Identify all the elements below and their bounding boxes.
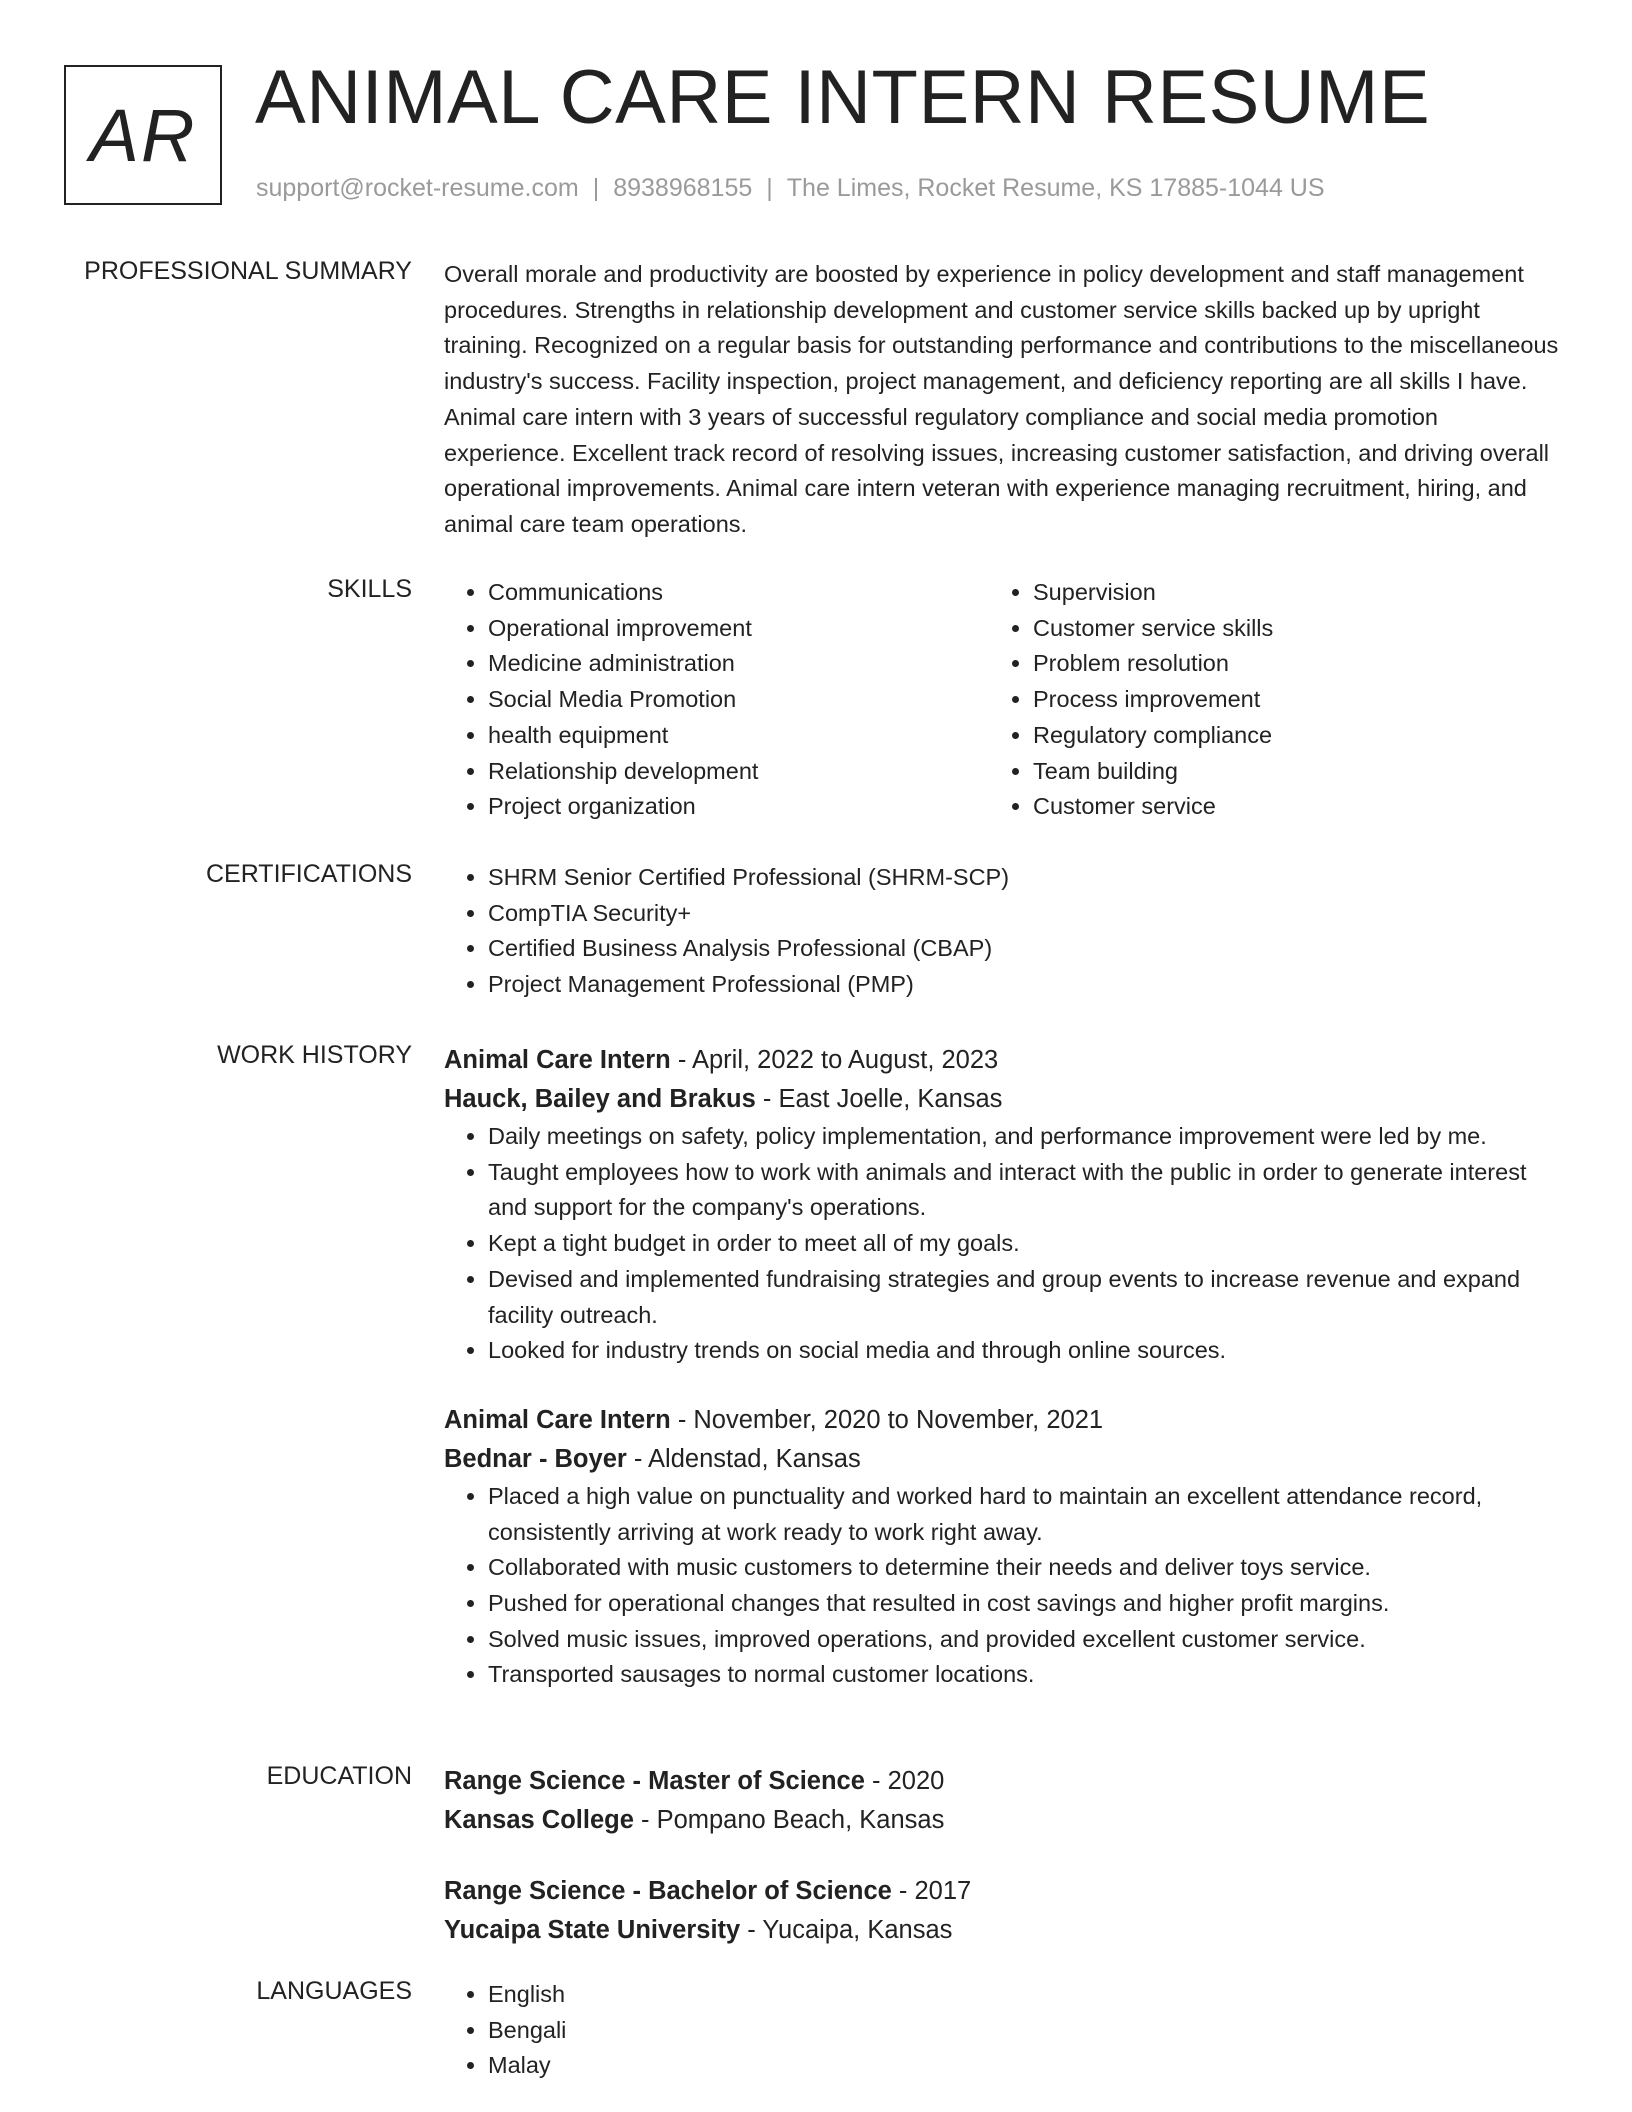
list-item: • Relationship development <box>488 754 989 790</box>
job-company: Hauck, Bailey and Brakus <box>444 1085 756 1113</box>
degree: Range Science - Master of Science <box>444 1767 865 1795</box>
list-item: • Solved music issues, improved operations, and provided excellent customer service. <box>488 1622 1559 1658</box>
school: Yucaipa State University <box>444 1916 741 1944</box>
job-bullets <box>444 1119 1559 1369</box>
job-company-line <box>444 1080 1559 1119</box>
list-item: • Project Management Professional (PMP) <box>488 967 1559 1003</box>
job-location: - Aldenstad, Kansas <box>626 1444 861 1473</box>
degree-line <box>444 1872 1559 1911</box>
school-line <box>444 1801 1559 1840</box>
list-item: • Placed a high value on punctuality and worked hard to maintain an excellent attendance record, consistently arriving at work ready to work right away. <box>488 1479 1559 1550</box>
list-item: • Process improvement <box>1033 682 1534 718</box>
list-item: • Transported sausages to normal customer locations. <box>488 1657 1559 1693</box>
list-item: • Customer service skills <box>1033 611 1534 647</box>
list-item: • Certified Business Analysis Professional (CBAP) <box>488 931 1559 967</box>
list-item: • Malay <box>488 2048 1559 2084</box>
list-item: • Pushed for operational changes that resulted in cost savings and higher profit margins. <box>488 1586 1559 1622</box>
education-entry <box>444 1872 1559 1950</box>
list-item: • Medicine administration <box>488 646 989 682</box>
school-location: - Pompano Beach, Kansas <box>633 1806 945 1834</box>
job-company: Bednar - Boyer <box>444 1444 627 1473</box>
list-item: • Kept a tight budget in order to meet all of my goals. <box>488 1226 1559 1262</box>
job-title: Animal Care Intern <box>444 1046 671 1074</box>
list-item: • Social Media Promotion <box>488 682 989 718</box>
skills-list-right <box>989 575 1534 825</box>
list-item: • Project organization <box>488 789 989 825</box>
summary-text: Overall morale and productivity are boosted by experience in policy development and staff management procedures. Strengths in relationship development and customer service skills backed up by upright training. Recognized on a regular basis for outstanding performance and contributions to the miscellaneous industry's success. Facility inspection, project management, and deficiency reporting are all skills I have. Animal care intern with 3 years of successful regulatory compliance and social media promotion experience. Excellent track record of resolving issues, increasing customer satisfaction, and driving overall operational improvements. Animal care intern veteran with experience managing recruitment, hiring, and animal care team operations. <box>444 261 1559 537</box>
resume-title: ANIMAL CARE INTERN RESUME <box>255 55 1431 140</box>
job-dates: - November, 2020 to November, 2021 <box>670 1405 1104 1434</box>
list-item: • Devised and implemented fundraising strategies and group events to increase revenue and expand facility outreach. <box>488 1262 1559 1333</box>
contact-email: support@rocket-resume.com <box>256 174 579 202</box>
list-item: • Problem resolution <box>1033 646 1534 682</box>
school: Kansas College <box>444 1806 634 1834</box>
job-location: - East Joelle, Kansas <box>755 1085 1003 1113</box>
section-label: LANGUAGES <box>256 1977 412 2005</box>
contact-separator: | <box>592 174 600 202</box>
contact-address: The Limes, Rocket Resume, KS 17885-1044 US <box>786 174 1325 202</box>
list-item: • English <box>488 1977 1559 2013</box>
job-title-line <box>444 1041 1559 1080</box>
job-entry <box>444 1041 1559 1369</box>
contact-line <box>256 174 1325 203</box>
degree-year: - 2017 <box>891 1877 972 1905</box>
section-label: CERTIFICATIONS <box>205 860 412 888</box>
education-body <box>444 1762 1559 1982</box>
list-item: • Operational improvement <box>488 611 989 647</box>
list-item: • Taught employees how to work with animals and interact with the public in order to generate interest and support for the company's operations. <box>488 1155 1559 1226</box>
certifications-body <box>444 860 1559 1003</box>
list-item: • Communications <box>488 575 989 611</box>
work-body <box>444 1041 1559 1725</box>
list-item: • Supervision <box>1033 575 1534 611</box>
degree-year: - 2020 <box>864 1767 945 1795</box>
list-item: • SHRM Senior Certified Professional (SHRM-SCP) <box>488 860 1559 896</box>
initials: AR <box>89 93 197 177</box>
school-location: - Yucaipa, Kansas <box>740 1916 953 1944</box>
list-item: • Regulatory compliance <box>1033 718 1534 754</box>
monogram-logo <box>64 65 222 205</box>
certifications-list <box>444 860 1559 1003</box>
list-item: • Bengali <box>488 2013 1559 2049</box>
section-label: WORK HISTORY <box>217 1041 412 1069</box>
list-item: • Team building <box>1033 754 1534 790</box>
job-bullets <box>444 1479 1559 1693</box>
languages-list <box>444 1977 1559 2084</box>
job-title-line <box>444 1401 1559 1440</box>
languages-body <box>444 1977 1559 2084</box>
job-title: Animal Care Intern <box>444 1405 671 1434</box>
job-dates: - April, 2022 to August, 2023 <box>670 1046 999 1074</box>
school-line <box>444 1911 1559 1950</box>
skills-body <box>444 575 1559 825</box>
contact-separator: | <box>766 174 773 202</box>
degree-line <box>444 1762 1559 1801</box>
list-item: • Customer service <box>1033 789 1534 825</box>
education-entry <box>444 1762 1559 1840</box>
section-label: EDUCATION <box>266 1762 412 1790</box>
job-company-line <box>444 1440 1559 1479</box>
section-label: PROFESSIONAL SUMMARY <box>84 257 412 285</box>
list-item: • Daily meetings on safety, policy implementation, and performance improvement were led by me. <box>488 1119 1559 1155</box>
section-label: SKILLS <box>327 575 412 603</box>
list-item: • CompTIA Security+ <box>488 896 1559 932</box>
degree: Range Science - Bachelor of Science <box>444 1877 892 1905</box>
skills-list-left <box>444 575 989 825</box>
contact-phone: 8938968155 <box>613 174 753 202</box>
job-entry <box>444 1401 1559 1693</box>
list-item: • health equipment <box>488 718 989 754</box>
list-item: • Collaborated with music customers to determine their needs and deliver toys service. <box>488 1550 1559 1586</box>
list-item: • Looked for industry trends on social media and through online sources. <box>488 1333 1559 1369</box>
